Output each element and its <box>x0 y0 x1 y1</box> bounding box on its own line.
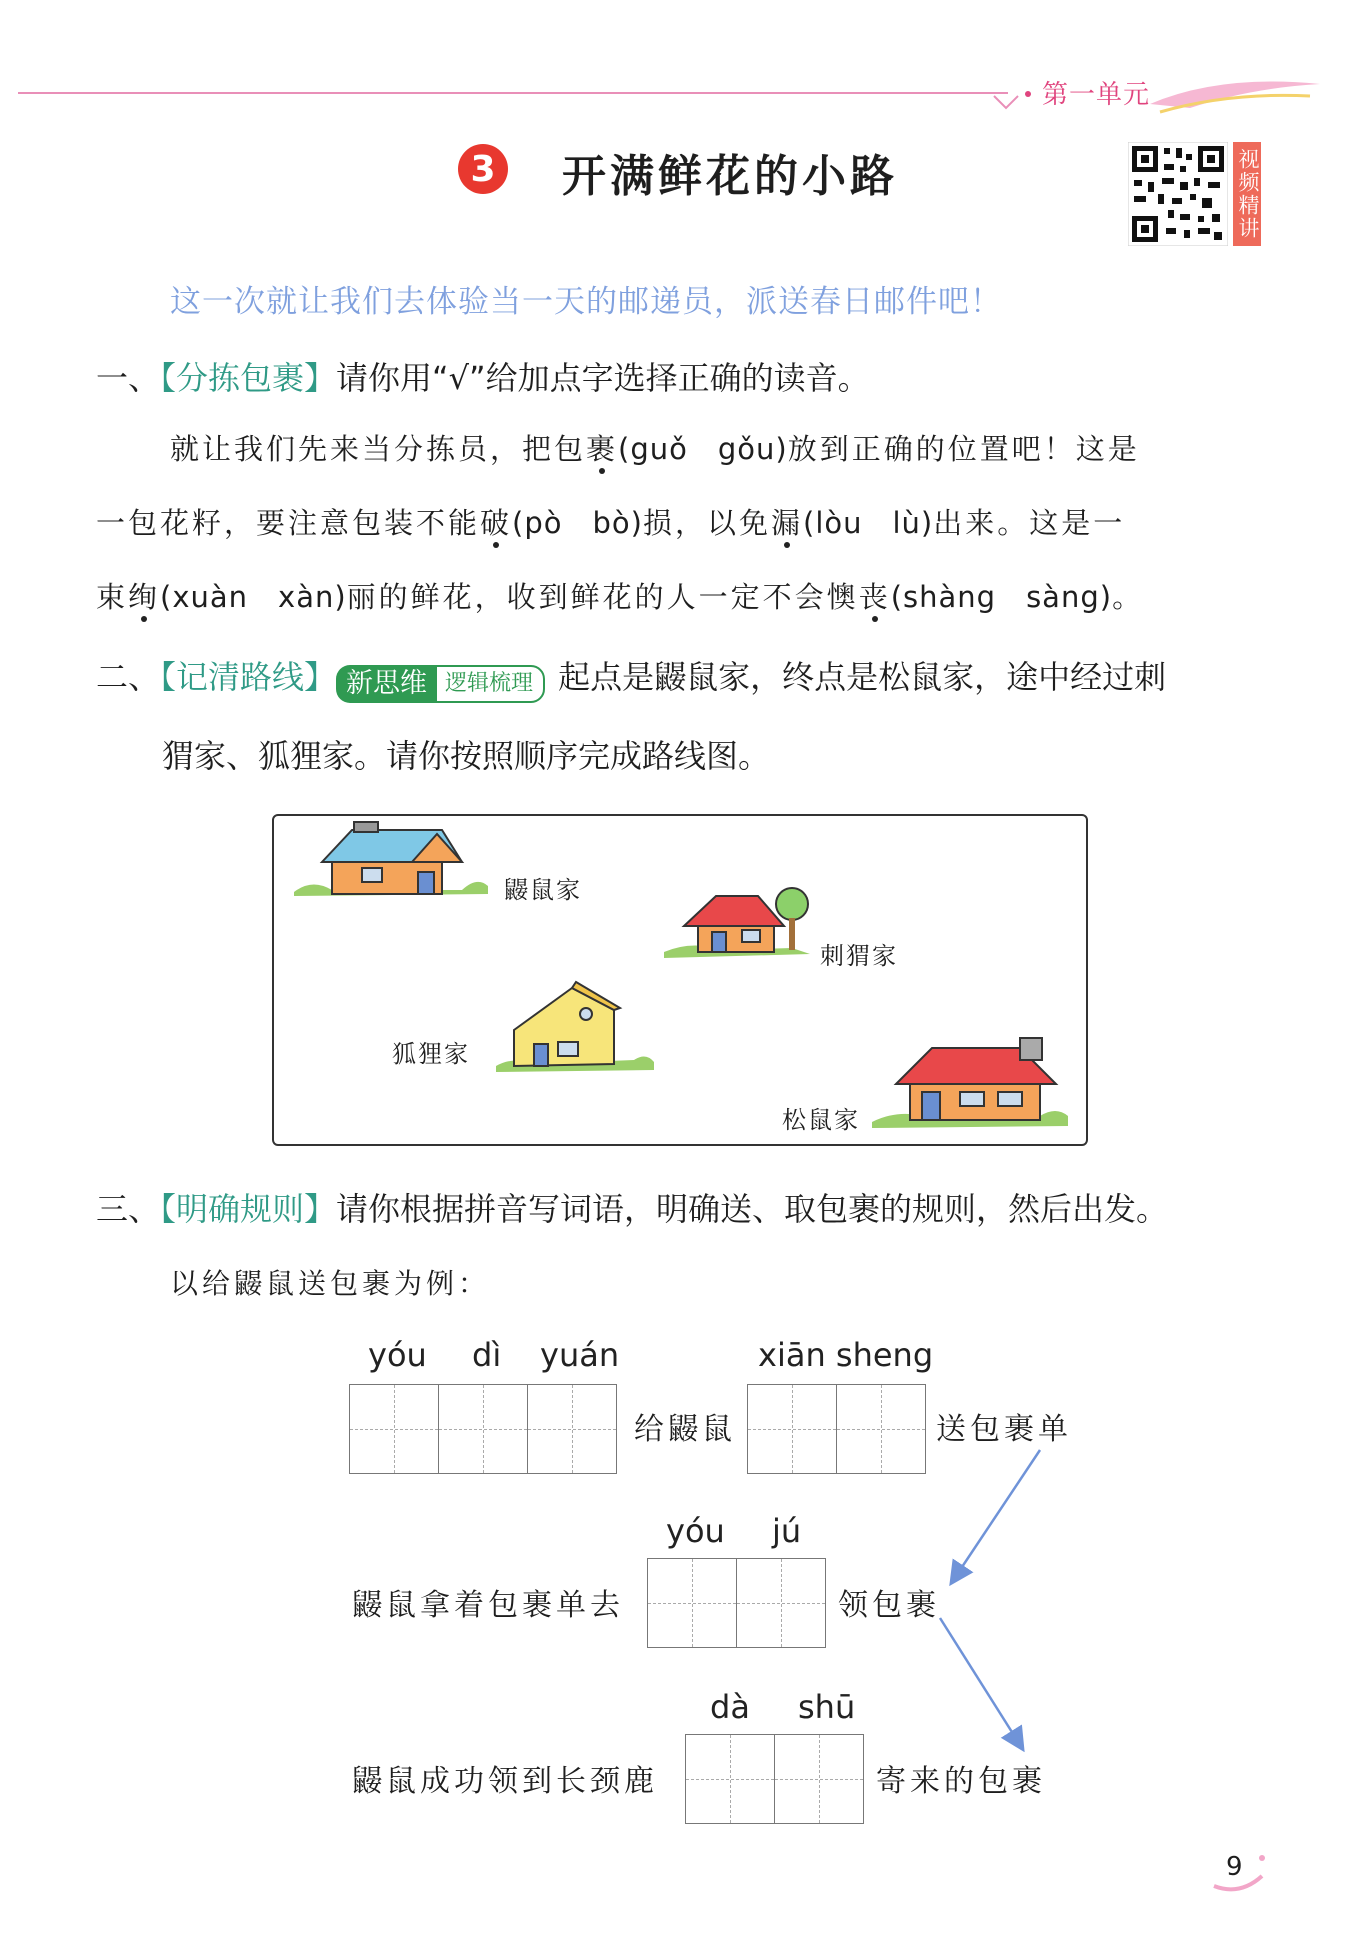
logic-badge: 逻辑梳理 <box>433 665 545 703</box>
pinyin-shu: shū <box>798 1688 856 1726</box>
hedgehog-house-label: 刺猬家 <box>820 942 898 970</box>
mole-house-label: 鼹鼠家 <box>504 876 582 904</box>
q3-heading <box>96 1184 1168 1230</box>
row3-end-text: 寄来的包裹 <box>876 1764 1046 1799</box>
dotted-char: 绚 <box>128 580 161 614</box>
q1-line2-post: 出来。这是一 <box>933 506 1126 540</box>
row3-start-text: 鼹鼠成功领到长颈鹿 <box>352 1764 658 1799</box>
row1-end-text: 送包裹单 <box>936 1412 1072 1447</box>
q1-line3-post: 。 <box>1112 580 1145 614</box>
pinyin-yuan: yuán <box>540 1336 620 1374</box>
pinyin-xiansheng: xiān sheng <box>758 1336 934 1374</box>
pinyin-options[interactable]: (xuàn xàn) <box>160 580 347 614</box>
q1-prompt: 请你用“√”给加点字选择正确的读音。 <box>336 359 870 397</box>
q1-line3-mid: 丽的鲜花，收到鲜花的人一定不会懊 <box>346 580 859 614</box>
q3-prompt: 请你根据拼音写词语，明确送、取包裹的规则，然后出发。 <box>336 1190 1169 1228</box>
answer-grid-postman[interactable] <box>350 1384 617 1474</box>
pinyin-options[interactable]: (shàng sàng) <box>890 580 1113 614</box>
writing-cell[interactable] <box>736 1558 826 1648</box>
row2-end-text: 领包裹 <box>838 1588 940 1623</box>
intro-text: 这一次就让我们去体验当一天的邮递员，派送春日邮件吧！ <box>170 284 1002 320</box>
pinyin-ju: jú <box>772 1512 802 1550</box>
hedgehog-house-icon[interactable] <box>662 882 812 966</box>
fox-house-label: 狐狸家 <box>392 1040 470 1068</box>
q2-tag: 【记清路线】 <box>160 658 337 696</box>
qr-code-icon[interactable] <box>1128 142 1228 246</box>
flow-arrows <box>900 1430 1060 1760</box>
q1-line2-mid: 损，以免 <box>642 506 771 540</box>
fox-house-icon[interactable] <box>494 980 656 1076</box>
q1-line1-post: 放到正确的位置吧！这是 <box>787 432 1140 466</box>
squirrel-house-icon[interactable] <box>870 1036 1070 1132</box>
q1-line1-pre: 就让我们先来当分拣员，把包 <box>170 432 587 466</box>
pinyin-options[interactable]: (pò bò) <box>512 506 643 540</box>
q1-line-3 <box>96 560 1144 634</box>
writing-cell[interactable] <box>774 1734 864 1824</box>
pinyin-da: dà <box>710 1688 750 1726</box>
writing-cell[interactable] <box>685 1734 775 1824</box>
q1-line-1 <box>170 412 1140 486</box>
pinyin-you: yóu <box>368 1336 427 1374</box>
header-rule <box>18 92 1008 94</box>
lesson-title: 开满鲜花的小路 <box>562 151 898 202</box>
q1-number: 一、 <box>96 359 161 397</box>
q3-number: 三、 <box>96 1190 161 1228</box>
dotted-char: 丧 <box>858 580 891 614</box>
pinyin-di: dì <box>472 1336 502 1374</box>
dotted-char: 裹 <box>586 432 619 466</box>
writing-cell[interactable] <box>349 1384 439 1474</box>
arrow-to-collect <box>952 1450 1040 1582</box>
q3-example: 以给鼹鼠送包裹为例： <box>170 1267 491 1300</box>
video-lecture-tag[interactable]: 视频精讲 <box>1233 142 1261 246</box>
writing-cell[interactable] <box>527 1384 617 1474</box>
pinyin-options[interactable]: (guǒ gǒu) <box>618 432 788 466</box>
lesson-number: 3 <box>458 144 508 194</box>
row2-start-text: 鼹鼠拿着包裹单去 <box>352 1588 624 1623</box>
answer-grid-uncle[interactable] <box>686 1734 864 1824</box>
dotted-char: 漏 <box>770 506 803 540</box>
q1-heading <box>96 353 870 399</box>
q2-prompt-line2: 猬家、狐狸家。请你按照顺序完成路线图。 <box>162 737 771 775</box>
squirrel-house-label: 松鼠家 <box>782 1106 860 1134</box>
row1-mid-text: 给鼹鼠 <box>634 1412 736 1447</box>
q2-prompt-line1: 起点是鼹鼠家，终点是松鼠家，途中经过刺 <box>558 658 1167 696</box>
q1-line3-pre: 束 <box>96 580 129 614</box>
header-swoosh <box>990 74 1320 124</box>
q3-tag: 【明确规则】 <box>160 1190 337 1228</box>
dotted-char: 破 <box>480 506 513 540</box>
writing-cell[interactable] <box>438 1384 528 1474</box>
unit-label: 第一单元 <box>1042 80 1151 110</box>
q1-line2-pre: 一包花籽，要注意包装不能 <box>96 506 481 540</box>
page-number: 9 <box>1226 1852 1243 1882</box>
writing-cell[interactable] <box>647 1558 737 1648</box>
q2-heading <box>96 652 1166 703</box>
pinyin-you2: yóu <box>666 1512 725 1550</box>
pinyin-options[interactable]: (lòu lù) <box>803 506 934 540</box>
new-thinking-badge: 新思维 <box>336 665 437 703</box>
q1-line-2 <box>96 486 1125 560</box>
answer-grid-post-office[interactable] <box>648 1558 826 1648</box>
writing-cell[interactable] <box>747 1384 837 1474</box>
arrow-to-parcel <box>940 1618 1022 1748</box>
q2-number: 二、 <box>96 658 161 696</box>
q1-tag: 【分拣包裹】 <box>160 359 337 397</box>
mole-house-icon[interactable] <box>292 820 492 910</box>
